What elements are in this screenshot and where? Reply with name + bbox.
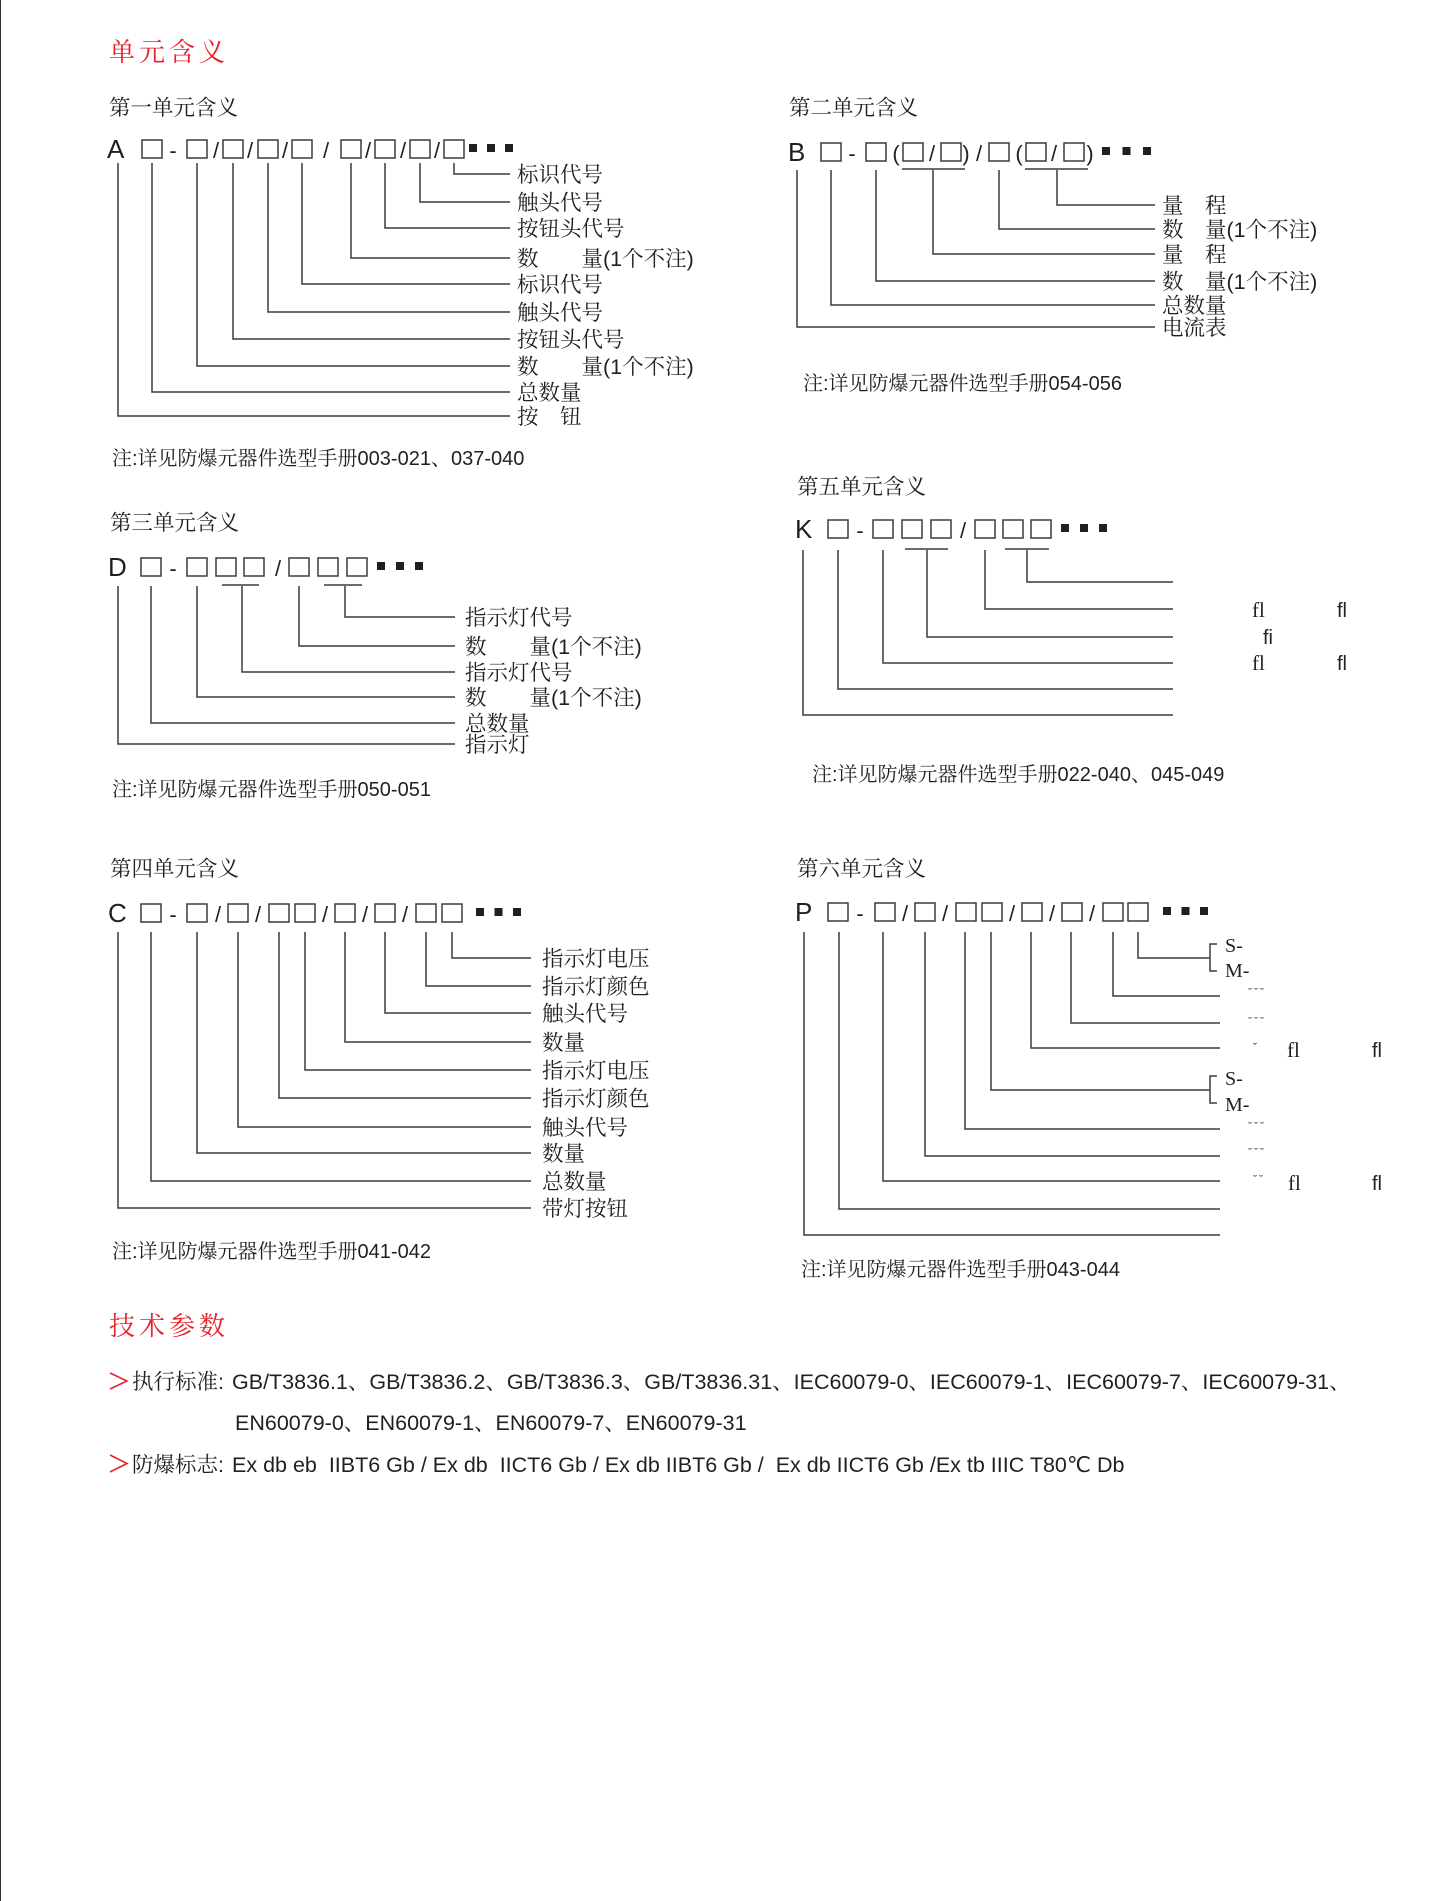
field-label: 数 量(1个不注) [465, 635, 642, 659]
field-label-glyph: fl [1337, 600, 1347, 622]
field-label: 数量 [542, 1031, 586, 1055]
code-placeholder-box [444, 140, 464, 158]
reference-note: 注:详见防爆元器件选型手册041-042 [112, 1241, 431, 1263]
ellipsis-dot [1163, 907, 1171, 915]
ellipsis-dots [377, 562, 423, 570]
ellipsis-dots [1163, 907, 1208, 915]
code-placeholder-box [187, 558, 207, 576]
ellipsis-dot [1182, 907, 1190, 915]
ellipsis-dots [1061, 524, 1107, 532]
code-placeholder-box [223, 140, 243, 158]
code-placeholder-box [292, 140, 312, 158]
code-placeholder-box [1022, 903, 1042, 921]
field-label: 指示灯电压 [542, 947, 650, 971]
code-letter: B [788, 137, 806, 167]
code-placeholder-box [982, 903, 1002, 921]
code-letter: P [795, 897, 813, 927]
code-separator: - [169, 556, 177, 581]
code-separator: ( [1015, 141, 1023, 166]
leader-line [385, 932, 531, 1013]
field-label-glyph: M- [1225, 960, 1250, 982]
ellipsis-dots [1102, 147, 1151, 155]
unit-diagram-b [788, 96, 1317, 395]
code-separator: / [959, 518, 967, 543]
field-label: 触头代号 [517, 191, 604, 215]
leader-line [152, 163, 510, 392]
ellipsis-dot [1099, 524, 1107, 532]
field-label: 数 量(1个不注) [517, 247, 694, 271]
chevron-right-icon [110, 1455, 127, 1472]
tech-row-value: Ex db eb IIBT6 Gb / Ex db IICT6 Gb / Ex db IIBT6 Gb / Ex db IICT6 Gb /Ex tb IIIC T80℃ Db [232, 1453, 1125, 1477]
code-separator: / [975, 141, 983, 166]
option-bracket [1210, 1076, 1217, 1103]
option-bracket [1210, 944, 1217, 971]
leader-line [876, 170, 1155, 281]
leader-line [305, 932, 531, 1070]
leader-line [385, 163, 510, 228]
leader-line [803, 550, 1173, 715]
code-placeholder-box [975, 520, 995, 538]
unit-diagrams [107, 96, 1382, 1281]
leader-line [197, 586, 455, 697]
leader-line [797, 170, 1155, 327]
leader-line [927, 550, 1173, 637]
unit-diagram-d [108, 511, 642, 801]
code-placeholder-box [903, 143, 923, 161]
leader-line [839, 932, 1220, 1209]
unit-heading: 第四单元含义 [110, 857, 240, 881]
code-placeholder-box [289, 558, 309, 576]
code-formula [107, 134, 513, 164]
ellipsis-dot [415, 562, 423, 570]
leader-line [831, 170, 1155, 305]
leader-line [151, 932, 531, 1181]
reference-note: 注:详见防爆元器件选型手册022-040、045-049 [812, 764, 1225, 786]
leader-line [420, 163, 510, 202]
code-separator: ) [962, 141, 970, 166]
field-label: 总数量 [517, 381, 582, 405]
field-label: 数 量(1个不注) [1162, 270, 1318, 294]
field-label: 总数量 [1162, 294, 1227, 318]
unit-heading: 第六单元含义 [797, 857, 927, 881]
field-label: 触头代号 [542, 1002, 629, 1026]
field-label-glyph: S- [1225, 1068, 1243, 1090]
code-separator: / [246, 138, 254, 163]
code-placeholder-box [875, 903, 895, 921]
field-label: 按 钮 [517, 405, 582, 429]
code-placeholder-box [1026, 143, 1046, 161]
unit-diagram-p [795, 857, 1382, 1281]
code-placeholder-box [244, 558, 264, 576]
unit-diagram-c [108, 857, 650, 1263]
leader-line [452, 932, 531, 958]
ellipsis-dot [513, 908, 521, 916]
ellipsis-dot [495, 908, 503, 916]
ellipsis-dot [476, 908, 484, 916]
tech-row-label: 执行标准: [132, 1370, 224, 1394]
ellipsis-dot [487, 144, 495, 152]
field-label: 数 量(1个不注) [465, 686, 642, 710]
leader-line [302, 163, 510, 284]
code-placeholder-box [341, 140, 361, 158]
field-label: 数 量(1个不注) [517, 355, 694, 379]
code-placeholder-box [1003, 520, 1023, 538]
code-separator: / [1088, 901, 1096, 926]
leader-line [345, 586, 455, 617]
field-label-glyph: fl [1372, 1040, 1382, 1062]
field-label: 总数量 [542, 1170, 607, 1194]
leader-line [268, 163, 510, 312]
ellipsis-dot [1200, 907, 1208, 915]
code-separator: / [1008, 901, 1016, 926]
code-letter: D [108, 552, 127, 582]
code-separator: ) [1086, 141, 1094, 166]
code-separator: / [364, 138, 372, 163]
leader-line [1027, 550, 1173, 582]
tech-row-value: EN60079-0、EN60079-1、EN60079-7、EN60079-31 [235, 1411, 747, 1435]
code-placeholder-box [989, 143, 1009, 161]
code-placeholder-box [187, 140, 207, 158]
field-label: 量 程 [1162, 243, 1227, 267]
code-placeholder-box [866, 143, 886, 161]
code-placeholder-box [931, 520, 951, 538]
code-placeholder-box [1062, 903, 1082, 921]
field-label: 量 程 [1162, 194, 1227, 218]
code-placeholder-box [258, 140, 278, 158]
section-title-unit-meanings: 单元含义 [109, 37, 230, 67]
code-separator: / [928, 141, 936, 166]
code-separator: - [169, 902, 177, 927]
leader-line [965, 932, 1220, 1129]
ellipsis-dot [1061, 524, 1069, 532]
code-separator: / [401, 902, 409, 927]
tech-row-ex-marking [110, 1453, 1125, 1477]
leader-line [351, 163, 510, 258]
code-separator: / [433, 138, 441, 163]
code-letter: K [795, 514, 813, 544]
tech-row-value: GB/T3836.1、GB/T3836.2、GB/T3836.3、GB/T3836.31、IEC60079-0、IEC60079-1、IEC60079-7、IEC60079-31、 [232, 1370, 1351, 1394]
code-placeholder-box [142, 140, 162, 158]
code-placeholder-box [828, 520, 848, 538]
field-label-glyph: ˘˘˘ [1248, 1014, 1266, 1028]
reference-note: 注:详见防爆元器件选型手册050-051 [112, 779, 431, 801]
field-label-glyph: ˘˘ [1253, 1172, 1265, 1186]
leader-line [1057, 170, 1155, 205]
ellipsis-dot [505, 144, 513, 152]
leader-line [279, 932, 531, 1098]
leader-line [454, 163, 510, 174]
ellipsis-dots [469, 144, 513, 152]
code-separator: - [856, 901, 864, 926]
code-placeholder-box [347, 558, 367, 576]
field-label: 指示灯颜色 [542, 975, 650, 999]
ellipsis-dot [469, 144, 477, 152]
ellipsis-dot [1080, 524, 1088, 532]
field-label: 数量 [542, 1142, 586, 1166]
code-separator: / [361, 902, 369, 927]
leader-line [1113, 932, 1220, 996]
field-label-glyph: ˇ [1253, 1040, 1259, 1054]
field-label-glyph: fl [1252, 598, 1265, 622]
field-label: 指示灯代号 [465, 606, 573, 630]
leader-line [345, 932, 531, 1042]
leader-line [1071, 932, 1220, 1023]
code-separator: / [1048, 901, 1056, 926]
code-placeholder-box [1064, 143, 1084, 161]
field-label: 指示灯电压 [542, 1059, 650, 1083]
code-placeholder-box [216, 558, 236, 576]
unit-heading: 第五单元含义 [797, 475, 927, 499]
field-label-glyph: ˘˘˘ [1248, 1119, 1266, 1133]
tech-row-standards [110, 1370, 1351, 1435]
code-placeholder-box [228, 904, 248, 922]
reference-note: 注:详见防爆元器件选型手册043-044 [801, 1259, 1120, 1281]
leader-line [991, 932, 1210, 1090]
code-placeholder-box [269, 904, 289, 922]
field-label-glyph: fl [1252, 651, 1265, 675]
reference-note: 注:详见防爆元器件选型手册054-056 [803, 373, 1122, 395]
leader-line [999, 170, 1155, 229]
field-label: 按钮头代号 [517, 217, 625, 241]
leader-line [883, 932, 1220, 1181]
unit-diagram-k [795, 475, 1347, 786]
leader-line [299, 586, 455, 646]
code-formula [795, 897, 1208, 927]
code-formula [795, 514, 1107, 544]
code-separator: / [941, 901, 949, 926]
unit-diagram-a [107, 96, 694, 470]
code-separator: / [281, 138, 289, 163]
code-placeholder-box [873, 520, 893, 538]
ellipsis-dot [396, 562, 404, 570]
field-label-glyph: fl [1287, 1038, 1300, 1062]
field-label: 总数量 [465, 712, 530, 736]
field-label: 指示灯颜色 [542, 1087, 650, 1111]
code-placeholder-box [141, 904, 161, 922]
code-placeholder-box [1031, 520, 1051, 538]
code-separator: / [274, 556, 282, 581]
field-label: 触头代号 [517, 301, 604, 325]
code-separator: - [848, 141, 856, 166]
field-label: 按钮头代号 [517, 328, 625, 352]
leader-line [925, 932, 1220, 1156]
section-title-tech-params: 技术参数 [109, 1311, 230, 1341]
field-label-glyph: ˘˘˘ [1248, 1145, 1266, 1159]
field-label: 触头代号 [542, 1116, 629, 1140]
code-placeholder-box [442, 904, 462, 922]
unit-heading: 第三单元含义 [110, 511, 240, 535]
code-formula [788, 137, 1151, 167]
code-separator: / [399, 138, 407, 163]
field-label: 数 量(1个不注) [1162, 218, 1318, 242]
leader-line [197, 163, 510, 366]
code-separator: / [322, 138, 330, 163]
code-placeholder-box [410, 140, 430, 158]
code-placeholder-box [375, 140, 395, 158]
reference-note: 注:详见防爆元器件选型手册003-021、037-040 [112, 448, 525, 470]
leader-line [933, 170, 1155, 254]
code-placeholder-box [318, 558, 338, 576]
tech-row-label: 防爆标志: [132, 1453, 224, 1477]
code-placeholder-box [295, 904, 315, 922]
code-separator: / [254, 902, 262, 927]
code-placeholder-box [416, 904, 436, 922]
code-separator: / [214, 902, 222, 927]
code-placeholder-box [821, 143, 841, 161]
code-placeholder-box [941, 143, 961, 161]
leader-line [426, 932, 531, 986]
code-placeholder-box [828, 903, 848, 921]
code-letter: A [107, 134, 125, 164]
field-label-glyph: fl [1288, 1171, 1301, 1195]
field-label: 标识代号 [517, 163, 604, 187]
field-label-glyph: fl [1337, 653, 1347, 675]
leader-line [1031, 932, 1220, 1048]
field-label-glyph: S- [1225, 935, 1243, 957]
code-placeholder-box [956, 903, 976, 921]
code-placeholder-box [915, 903, 935, 921]
field-label-glyph: fi [1263, 627, 1273, 649]
code-separator: - [169, 138, 177, 163]
code-separator: - [856, 518, 864, 543]
unit-heading: 第一单元含义 [109, 96, 239, 120]
code-placeholder-box [1128, 903, 1148, 921]
field-label: 带灯按钮 [542, 1197, 629, 1221]
field-label: 标识代号 [517, 273, 604, 297]
field-label-glyph: M- [1225, 1094, 1250, 1116]
code-separator: / [212, 138, 220, 163]
ellipsis-dot [1123, 147, 1131, 155]
field-label: 指示灯代号 [465, 661, 573, 685]
field-label-glyph: ˘˘˘ [1248, 985, 1266, 999]
code-separator: / [1050, 141, 1058, 166]
code-formula [108, 552, 423, 582]
leader-line [242, 586, 455, 672]
field-label-glyph: fl [1372, 1173, 1382, 1195]
code-formula [108, 898, 521, 928]
code-separator: ( [892, 141, 900, 166]
code-placeholder-box [1103, 903, 1123, 921]
code-placeholder-box [375, 904, 395, 922]
field-label: 电流表 [1162, 316, 1227, 340]
code-letter: C [108, 898, 127, 928]
field-label: 指示灯 [465, 733, 530, 757]
code-placeholder-box [335, 904, 355, 922]
ellipsis-dot [1143, 147, 1151, 155]
ellipsis-dots [476, 908, 521, 916]
code-separator: / [901, 901, 909, 926]
unit-heading: 第二单元含义 [789, 96, 919, 120]
tech-params-section [109, 1311, 1351, 1477]
leader-line [1138, 932, 1210, 958]
code-placeholder-box [902, 520, 922, 538]
code-placeholder-box [187, 904, 207, 922]
code-placeholder-box [141, 558, 161, 576]
leader-line [838, 550, 1173, 689]
ellipsis-dot [1102, 147, 1110, 155]
leader-line [804, 932, 1220, 1235]
code-separator: / [321, 902, 329, 927]
leader-line [118, 586, 455, 744]
ellipsis-dot [377, 562, 385, 570]
leader-line [985, 550, 1173, 609]
chevron-right-icon [110, 1373, 127, 1389]
leader-line [118, 163, 510, 416]
